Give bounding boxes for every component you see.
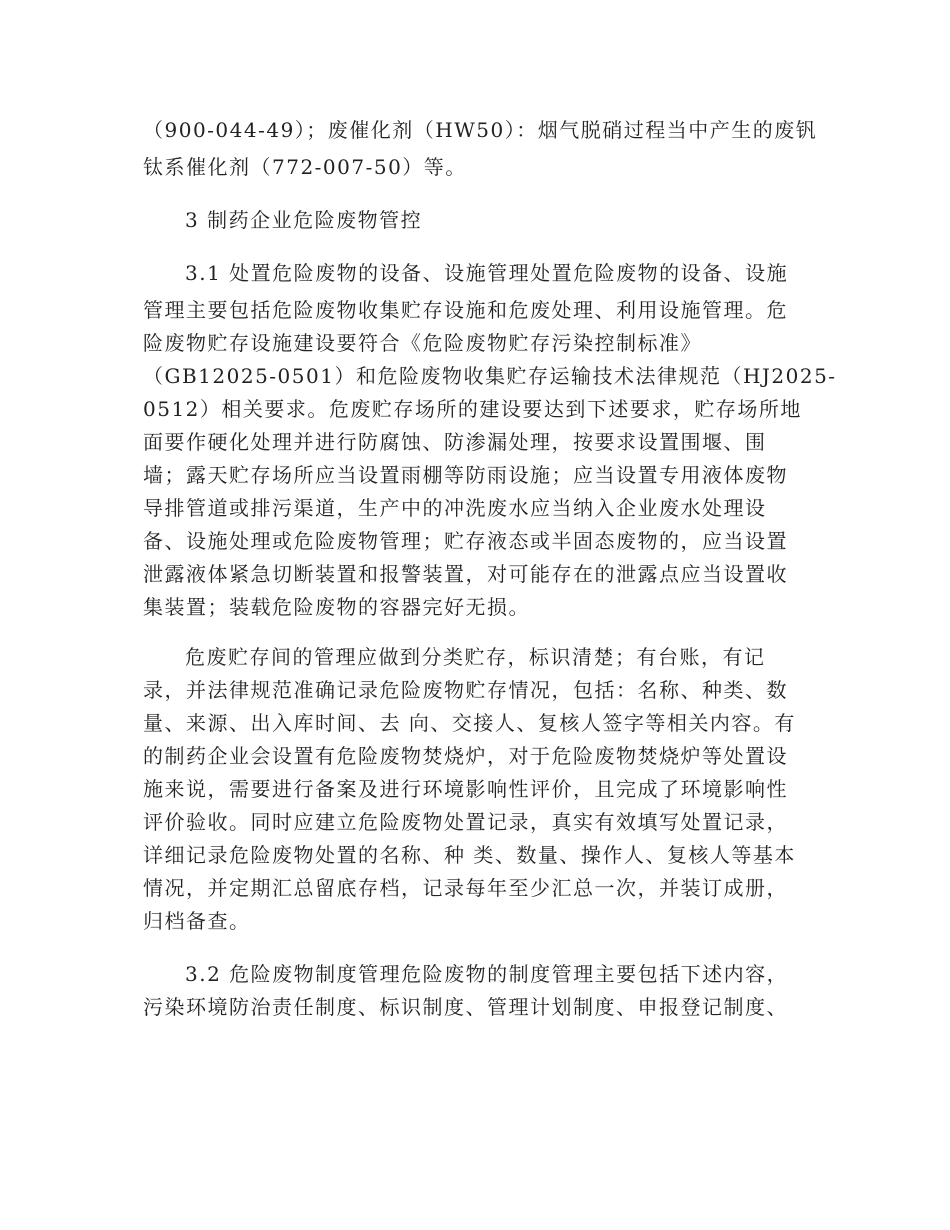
paragraph-line: 集装置；装载危险废物的容器完好无损。 — [143, 595, 530, 619]
paragraph-line: （GB12025-0501）和危险废物收集贮存运输技术法律规范（HJ2025- — [143, 364, 837, 388]
paragraph-line: 备、设施处理或危险废物管理；贮存液态或半固态废物的，应当设置 — [143, 529, 788, 553]
paragraph-line: 钛系催化剂（772-007-50）等。 — [143, 155, 467, 179]
paragraph-line: 0512）相关要求。危废贮存场所的建设要达到下述要求，贮存场所地 — [143, 397, 802, 421]
paragraph-line: 危废贮存间的管理应做到分类贮存，标识清楚；有台账，有记 — [185, 645, 766, 669]
paragraph-line: 污染环境防治责任制度、标识制度、管理计划制度、申报登记制度、 — [143, 995, 788, 1019]
paragraph-line: 量、来源、出入库时间、去 向、交接人、复核人签字等相关内容。有 — [143, 711, 796, 735]
paragraph-line: 归档备查。 — [143, 909, 251, 933]
paragraph-line: 管理主要包括危险废物收集贮存设施和危废处理、利用设施管理。危 — [143, 298, 788, 322]
paragraph-line: 3.2 危险废物制度管理危险废物的制度管理主要包括下述内容， — [185, 962, 789, 986]
paragraph-line: 录，并法律规范准确记录危险废物贮存情况，包括：名称、种类、数 — [143, 678, 788, 702]
paragraph-line: 评价验收。同时应建立危险废物处置记录，真实有效填写处置记录， — [143, 810, 788, 834]
section-heading: 3 制药企业危险废物管控 — [185, 208, 423, 232]
paragraph-line: （900-044-49）；废催化剂（HW50）：烟气脱硝过程当中产生的废钒 — [143, 118, 818, 142]
paragraph-line: 情况，并定期汇总留底存档，记录每年至少汇总一次，并装订成册， — [143, 876, 788, 900]
paragraph-line: 险废物贮存设施建设要符合《危险废物贮存污染控制标准》 — [143, 331, 702, 355]
paragraph-line: 墙；露天贮存场所应当设置雨棚等防雨设施；应当设置专用液体废物 — [143, 463, 788, 487]
paragraph-line: 面要作硬化处理并进行防腐蚀、防渗漏处理，按要求设置围堰、围 — [143, 430, 767, 454]
paragraph-line: 施来说，需要进行备案及进行环境影响性评价，且完成了环境影响性 — [143, 777, 788, 801]
paragraph-line: 泄露液体紧急切断装置和报警装置，对可能存在的泄露点应当设置收 — [143, 562, 788, 586]
paragraph-line: 详细记录危险废物处置的名称、种 类、数量、操作人、复核人等基本 — [143, 843, 796, 867]
paragraph-line: 3.1 处置危险废物的设备、设施管理处置危险废物的设备、设施 — [185, 261, 789, 285]
paragraph-line: 导排管道或排污渠道，生产中的冲洗废水应当纳入企业废水处理设 — [143, 496, 767, 520]
paragraph-line: 的制药企业会设置有危险废物焚烧炉，对于危险废物焚烧炉等处置设 — [143, 744, 788, 768]
